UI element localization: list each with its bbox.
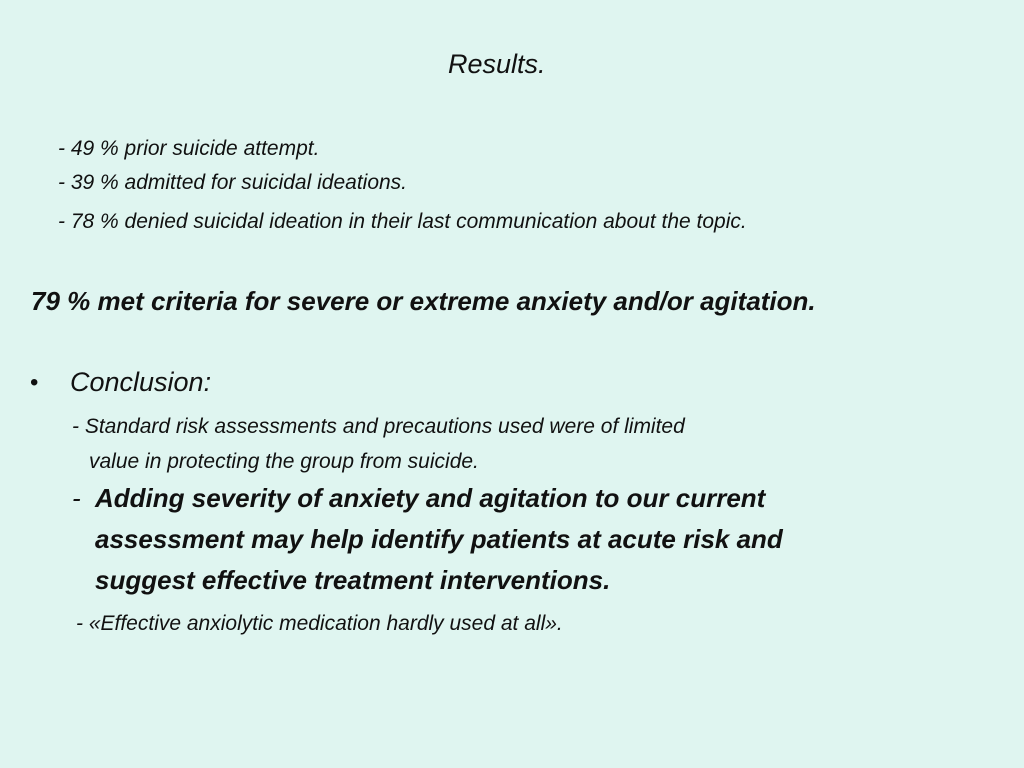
conclusion-point-3: - «Effective anxiolytic medication hardly used at all». — [76, 612, 563, 635]
result-prior-attempt: - 49 % prior suicide attempt. — [58, 137, 320, 160]
highlight-anxiety-criteria: 79 % met criteria for severe or extreme anxiety and/or agitation. — [31, 286, 816, 316]
conclusion-point-1-line-1: - Standard risk assessments and precautions used were of limited — [72, 415, 685, 438]
bullet-icon: • — [30, 369, 39, 396]
conclusion-point-2-dash: - — [72, 483, 81, 513]
conclusion-point-1-line-2: value in protecting the group from suicide. — [89, 450, 479, 473]
slide-title: Results. — [448, 49, 546, 79]
conclusion-point-2-line-1: Adding severity of anxiety and agitation to our current — [95, 483, 766, 513]
result-denied-ideation: - 78 % denied suicidal ideation in their last communication about the topic. — [58, 210, 747, 233]
conclusion-point-2-line-3: suggest effective treatment interventions. — [95, 565, 611, 595]
conclusion-point-2-line-2: assessment may help identify patients at acute risk and — [95, 524, 783, 554]
conclusion-heading: Conclusion: — [70, 367, 212, 397]
result-admitted-ideations: - 39 % admitted for suicidal ideations. — [58, 171, 408, 194]
